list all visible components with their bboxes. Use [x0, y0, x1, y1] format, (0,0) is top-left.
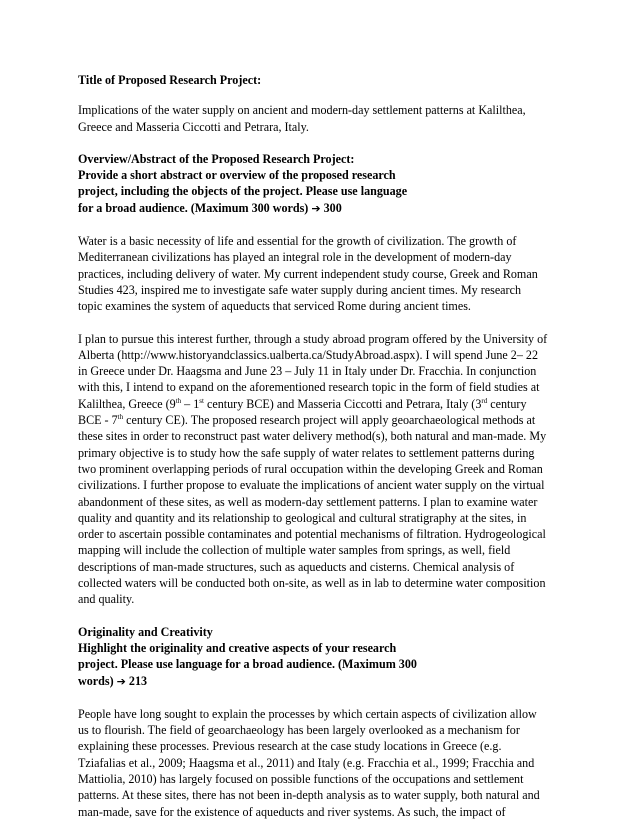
- project-title-line: Greece and Masseria Ciccotti and Petrara, Italy.: [78, 119, 309, 134]
- paragraph-line: mapping will include the collection of multiple water samples from springs, as well, field: [78, 543, 511, 558]
- originality-heading: Originality and Creativity: [78, 624, 213, 639]
- text-run: BCE - 7: [78, 413, 118, 428]
- paragraph-line-kalilthea: [78, 396, 566, 412]
- text-run: century BCE) and Masseria Ciccotti and Petrara, Italy (3: [203, 396, 482, 411]
- paragraph-line: quality and quantity and its relationship to geological and cultural stratigraphy at the sites, in: [78, 510, 527, 525]
- text-run: Kalilthea, Greece (9: [78, 396, 176, 411]
- paragraph-line: these sites in order to reconstruct past water delivery method(s), both natural and man-made. My: [78, 429, 547, 444]
- title-heading: Title of Proposed Research Project:: [78, 73, 262, 87]
- paragraph-line: descriptions of man-made structures, such as aqueducts and cisterns. Chemical analysis of: [78, 559, 515, 574]
- instruction-line-last: [78, 673, 566, 690]
- paragraph-line: with this, I intend to expand on the aforementioned research topic in the form of field studies at: [78, 380, 540, 395]
- paragraph-line: Mattiolia, 2010) has largely focused on possible functions of the occupations and settlement: [78, 771, 524, 786]
- paragraph-line: abandonment of these sites, as well as modern-day settlement patterns. I plan to examine water: [78, 494, 538, 509]
- paragraph-line: us to flourish. The field of geoarchaeology has been largely overlooked as a mechanism for: [78, 723, 520, 738]
- paragraph-line: in Greece under Dr. Haagsma and June 23 – July 11 in Italy under Dr. Fracchia. In conjunction: [78, 364, 537, 379]
- paragraph-line: civilizations. I further propose to evaluate the implications of ancient water supply on the virtual: [78, 478, 545, 493]
- overview-heading: Overview/Abstract of the Proposed Research Project:: [78, 151, 355, 166]
- superscript: st: [199, 396, 204, 405]
- originality-instructions: [78, 624, 566, 690]
- project-title: [78, 102, 566, 135]
- paragraph-line: patterns. At these sites, there has not been in-depth analysis as to water supply, both natural and: [78, 788, 540, 803]
- paragraph-line: man-made, save for the existence of aqueducts and river systems. As such, the impact of: [78, 804, 506, 819]
- instruction-line: Provide a short abstract or overview of the proposed research: [78, 168, 396, 183]
- paragraph-line: Studies 423, inspired me to investigate safe water supply during ancient times. My research: [78, 282, 521, 297]
- paragraph-line: topic examines the system of aqueducts that serviced Rome during ancient times.: [78, 299, 471, 314]
- word-count: 213: [128, 673, 148, 688]
- overview-paragraph-2: [78, 331, 566, 608]
- instruction-line: project, including the objects of the project. Please use language: [78, 184, 408, 199]
- paragraph-line: Alberta (http://www.historyandclassics.ualberta.ca/StudyAbroad.aspx). I will spend June 2– 22: [78, 347, 539, 362]
- paragraph-line: and quality.: [78, 592, 135, 607]
- paragraph-line: explaining these processes. Previous research at the case study locations in Greece (e.g.: [78, 739, 502, 754]
- paragraph-line: Tziafalias et al., 2009; Haagsma et al., 2011) and Italy (e.g. Fracchia et al., 1999; Fracchia and: [78, 755, 535, 770]
- superscript: rd: [481, 396, 488, 405]
- instruction-text: words): [78, 673, 114, 688]
- paragraph-line: practices, including delivery of water. My current independent study course, Greek and Roman: [78, 266, 538, 281]
- instruction-line: project. Please use language for a broad audience. (Maximum 300: [78, 657, 417, 672]
- title-section: [78, 72, 566, 88]
- overview-instructions: [78, 151, 566, 217]
- word-count: 300: [323, 200, 342, 215]
- text-run: century: [487, 396, 527, 411]
- superscript: th: [175, 396, 182, 405]
- paragraph-line: order to ascertain possible contaminates and potential mechanisms of filtration. Hydrogeological: [78, 527, 546, 542]
- text-run: – 1: [181, 396, 200, 411]
- instruction-line-last: [78, 200, 566, 217]
- paragraph-line: I plan to pursue this interest further, through a study abroad program offered by the University of: [78, 331, 548, 346]
- paragraph-line: People have long sought to explain the processes by which certain aspects of civilization allow: [78, 706, 537, 721]
- paragraph-line: collected waters will be conducted both on-site, as well as in lab to determine water composition: [78, 576, 546, 591]
- text-run: century CE). The proposed research project will apply geoarchaeological methods at: [123, 413, 536, 428]
- overview-paragraph-1: [78, 233, 566, 314]
- originality-paragraph: [78, 706, 566, 820]
- paragraph-line: Mediterranean civilizations has played an integral role in the development of modern-day: [78, 250, 512, 265]
- paragraph-line-bce: [78, 412, 566, 428]
- project-title-line: Implications of the water supply on ancient and modern-day settlement patterns at Kalilthea,: [78, 103, 526, 118]
- arrow-right-icon: ➔: [311, 201, 321, 215]
- instruction-text: for a broad audience. (Maximum 300 words): [78, 200, 309, 215]
- instruction-line: Highlight the originality and creative aspects of your research: [78, 640, 397, 655]
- arrow-right-icon: ➔: [116, 674, 126, 688]
- paragraph-line: Water is a basic necessity of life and essential for the growth of civilization. The growth of: [78, 234, 517, 249]
- paragraph-line: two prominent overlapping periods of rural occupation within the developing Greek and Roman: [78, 461, 543, 476]
- superscript: th: [117, 413, 124, 422]
- document-page: [78, 72, 566, 820]
- paragraph-line: primary objective is to study how the safe supply of water relates to settlement patterns during: [78, 445, 535, 460]
